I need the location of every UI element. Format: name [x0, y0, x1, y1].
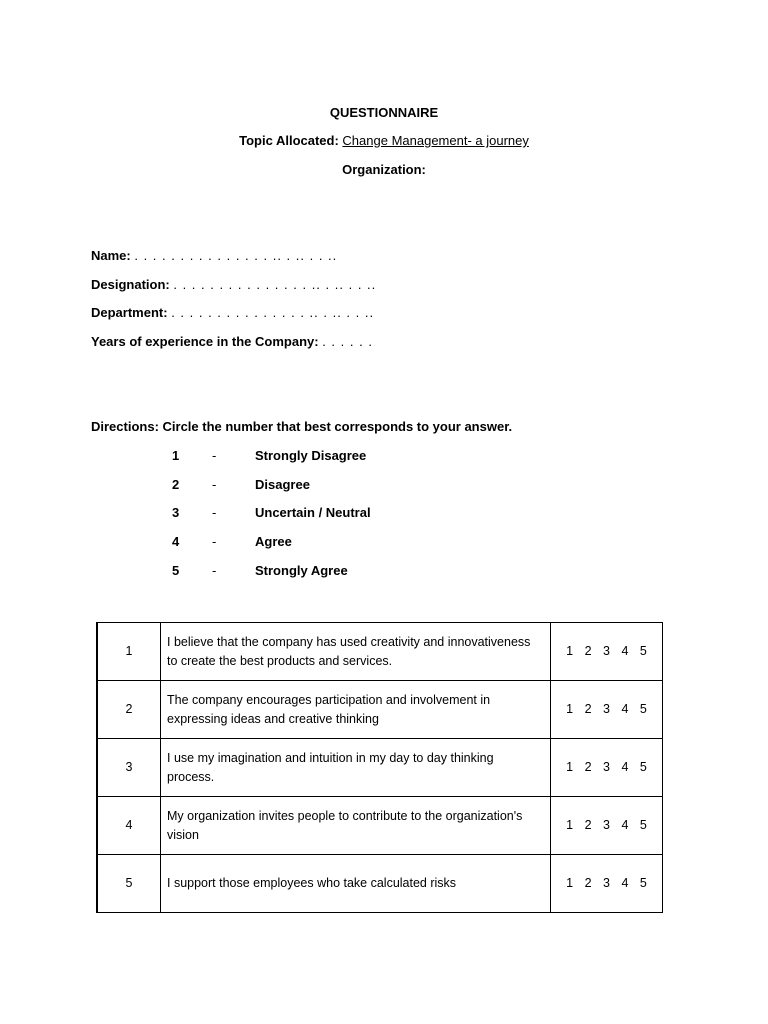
scale-legend-row	[0, 563, 768, 579]
question-text: My organization invites people to contribute to the organization's vision	[161, 797, 551, 855]
scale-legend-row	[0, 534, 768, 550]
organization-label: Organization:	[342, 162, 426, 177]
scale-label: Agree	[255, 534, 292, 549]
question-text: I believe that the company has used creativity and innovativeness to create the best products and services.	[161, 623, 551, 681]
department-blank: . . . . . . . . . . . . . . . .. . .. . . ..	[171, 305, 375, 320]
question-row	[97, 855, 663, 913]
experience-label: Years of experience in the Company:	[91, 334, 323, 349]
scale-number: 2	[172, 477, 180, 492]
scale-dash: -	[212, 505, 217, 520]
name-blank: . . . . . . . . . . . . . . . .. . .. . . ..	[134, 248, 338, 263]
experience-field	[91, 334, 373, 350]
scale-legend-row	[0, 448, 768, 464]
scale-number: 4	[172, 534, 180, 549]
document-title: QUESTIONNAIRE	[329, 105, 439, 120]
rating-options[interactable]: 1 2 3 4 5	[551, 855, 663, 913]
scale-label: Uncertain / Neutral	[255, 505, 371, 520]
scale-number: 5	[172, 563, 180, 578]
scale-dash: -	[212, 534, 217, 549]
experience-blank: . . . . . .	[322, 334, 373, 349]
scale-dash: -	[212, 563, 217, 578]
designation-blank: . . . . . . . . . . . . . . . .. . .. . . ..	[173, 277, 377, 292]
rating-options[interactable]: 1 2 3 4 5	[551, 797, 663, 855]
question-row	[97, 739, 663, 797]
scale-dash: -	[212, 448, 217, 463]
question-text: The company encourages participation and involvement in expressing ideas and creative thinking	[161, 681, 551, 739]
question-row	[97, 623, 663, 681]
scale-legend-row	[0, 477, 768, 493]
name-label: Name:	[91, 248, 135, 263]
topic-line	[0, 133, 768, 149]
question-row	[97, 797, 663, 855]
name-field	[91, 248, 337, 264]
topic-label: Topic Allocated:	[239, 133, 343, 148]
question-text: I support those employees who take calculated risks	[161, 855, 551, 913]
department-field	[91, 305, 374, 321]
scale-label: Disagree	[255, 477, 310, 492]
rating-options[interactable]: 1 2 3 4 5	[551, 681, 663, 739]
directions-text: Directions: Circle the number that best corresponds to your answer.	[91, 419, 513, 434]
topic-value: Change Management- a journey	[342, 133, 529, 148]
department-label: Department:	[91, 305, 172, 320]
scale-number: 1	[172, 448, 180, 463]
question-text: I use my imagination and intuition in my day to day thinking process.	[161, 739, 551, 797]
question-number: 3	[97, 739, 161, 797]
scale-legend-row	[0, 505, 768, 521]
rating-options[interactable]: 1 2 3 4 5	[551, 739, 663, 797]
questions-table	[96, 622, 663, 913]
scale-number: 3	[172, 505, 180, 520]
scale-label: Strongly Agree	[255, 563, 348, 578]
scale-label: Strongly Disagree	[255, 448, 367, 463]
question-number: 5	[97, 855, 161, 913]
question-row	[97, 681, 663, 739]
question-number: 4	[97, 797, 161, 855]
question-number: 1	[97, 623, 161, 681]
designation-label: Designation:	[91, 277, 174, 292]
rating-options[interactable]: 1 2 3 4 5	[551, 623, 663, 681]
question-number: 2	[97, 681, 161, 739]
designation-field	[91, 277, 376, 293]
scale-dash: -	[212, 477, 217, 492]
